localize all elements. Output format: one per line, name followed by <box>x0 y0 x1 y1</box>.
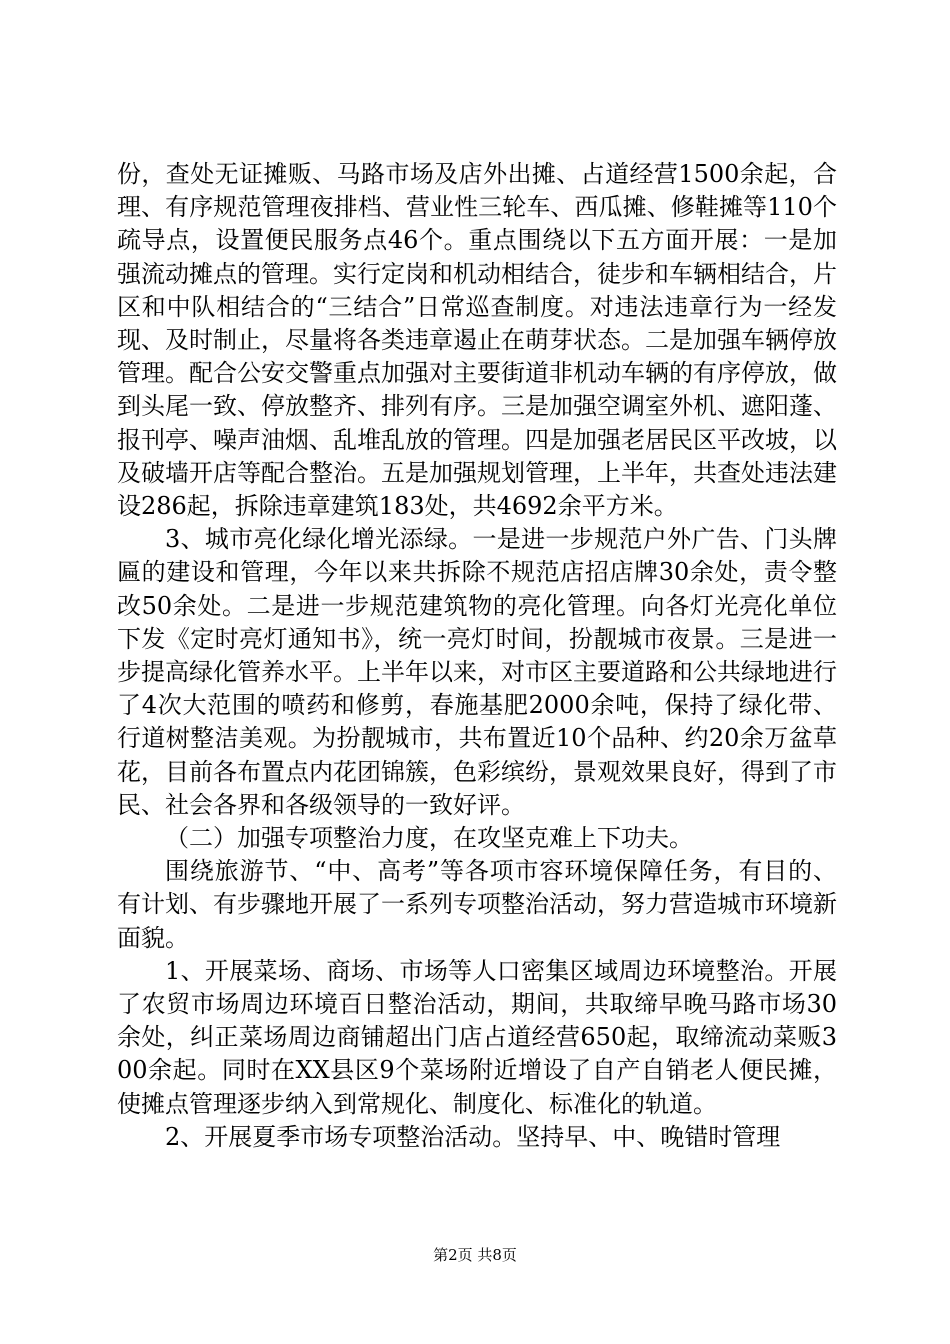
document-body <box>117 158 837 1154</box>
paragraph-lighting-greening: 3、城市亮化绿化增光添绿。一是进一步规范户外广告、门头牌匾的建设和管理，今年以来共拆除不规范店招店牌30余处，责令整改50余处。二是进一步规范建筑物的亮化管理。向各灯光亮化单位下发《定时亮灯通知书》，统一亮灯时间，扮靓城市夜景。三是进一步提高绿化管养水平。上半年以来，对市区主要道路和公共绿地进行了4次大范围的喷药和修剪，春施基肥2000余吨，保持了绿化带、行道树整洁美观。为扮靓城市，共布置近10个品种、约20余万盆草花，目前各布置点内花团锦簇，色彩缤纷，景观效果良好，得到了市民、社会各界和各级领导的一致好评。 <box>117 525 837 819</box>
page-footer: 第2页 共8页 <box>433 1246 517 1264</box>
section-heading: （二）加强专项整治力度，在攻坚克难上下功夫。 <box>165 824 693 853</box>
paragraph-summer-market: 2、开展夏季市场专项整治活动。坚持早、中、晚错时管理 <box>165 1122 781 1151</box>
paragraph-market-surroundings: 1、开展菜场、商场、市场等人口密集区域周边环境整治。开展了农贸市场周边环境百日整治活动，期间，共取缔早晚马路市场30余处，纠正菜场周边商铺超出门店占道经营650起，取缔流动菜贩300余起。同时在XX县区9个菜场附近增设了自产自销老人便民摊，使摊点管理逐步纳入到常规化、制度化、标准化的轨道。 <box>117 956 837 1118</box>
paragraph-special-rectification: 围绕旅游节、“中、高考”等各项市容环境保障任务，有目的、有计划、有步骤地开展了一系列专项整治活动，努力营造城市环境新面貌。 <box>117 857 837 952</box>
paragraph-continuation: 份，查处无证摊贩、马路市场及店外出摊、占道经营1500余起，合理、有序规范管理夜排档、营业性三轮车、西瓜摊、修鞋摊等110个疏导点，设置便民服务点46个。重点围绕以下五方面开展：一是加强流动摊点的管理。实行定岗和机动相结合，徒步和车辆相结合，片区和中队相结合的“三结合”日常巡查制度。对违法违章行为一经发现、及时制止，尽量将各类违章遏止在萌芽状态。二是加强车辆停放管理。配合公安交警重点加强对主要街道非机动车辆的有序停放，做到头尾一致、停放整齐、排列有序。三是加强空调室外机、遮阳蓬、报刊亭、噪声油烟、乱堆乱放的管理。四是加强老居民区平改坡，以及破墙开店等配合整治。五是加强规划管理，上半年，共查处违法建设286起，拆除违章建筑183处，共4692余平方米。 <box>117 160 837 521</box>
